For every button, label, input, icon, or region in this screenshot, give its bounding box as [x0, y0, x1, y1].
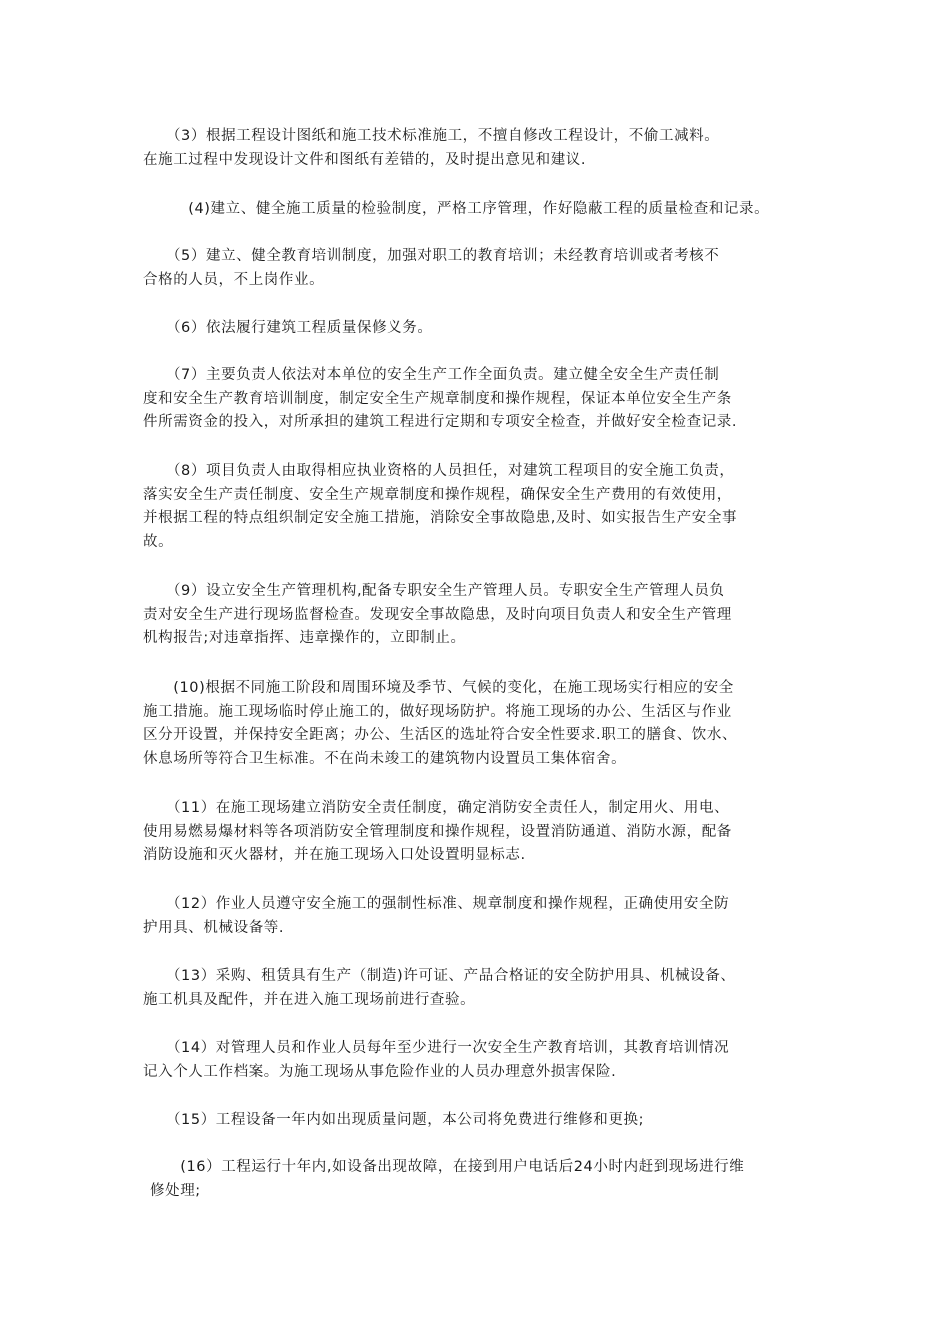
paragraph-line: 消防设施和灭火器材，并在施工现场入口处设置明显标志. [143, 847, 526, 863]
paragraph-line: (4)建立、健全施工质量的检验制度，严格工序管理，作好隐蔽工程的质量检查和记录。 [158, 201, 770, 217]
paragraph-16 [150, 1156, 830, 1203]
paragraph-10 [143, 677, 823, 771]
paragraph-line: （5）建立、健全教育培训制度，加强对职工的教育培训；未经教育培训或者考核不 [143, 248, 720, 264]
paragraph-line: 度和安全生产教育培训制度，制定安全生产规章制度和操作规程，保证本单位安全生产条 [143, 390, 732, 407]
paragraph-line: (16）工程运行十年内,如设备出现故障，在接到用户电话后24小时内赶到现场进行维 [150, 1159, 745, 1175]
paragraph-line: 施工机具及配件，并在进入施工现场前进行查验。 [143, 991, 476, 1008]
paragraph-line: 区分开设置，并保持安全距离；办公、生活区的选址符合安全性要求.职工的膳食、饮水、 [143, 727, 738, 743]
paragraph-line: 护用具、机械设备等. [143, 919, 285, 936]
paragraph-line: 落实安全生产责任制度、安全生产规章制度和操作规程，确保安全生产费用的有效使用， [143, 486, 732, 503]
paragraph-line: 施工措施。施工现场临时停止施工的，做好现场防护。将施工现场的办公、生活区与作业 [143, 703, 732, 720]
paragraph-line: 合格的人员，不上岗作业。 [143, 271, 325, 288]
paragraph-line: （13）采购、租赁具有生产（制造)许可证、产品合格证的安全防护用具、机械设备、 [143, 968, 736, 984]
paragraph-line: 在施工过程中发现设计文件和图纸有差错的，及时提出意见和建议. [143, 151, 587, 168]
paragraph-line: 并根据工程的特点组织制定安全施工措施，消除安全事故隐患,及时、如实报告生产安全事 [143, 510, 738, 526]
paragraph-line: （11）在施工现场建立消防安全责任制度，确定消防安全责任人，制定用火、用电、 [143, 800, 730, 816]
paragraph-line: (10)根据不同施工阶段和周围环境及季节、气候的变化，在施工现场实行相应的安全 [143, 680, 734, 696]
paragraph-4 [158, 198, 838, 222]
paragraph-line: （9）设立安全生产管理机构,配备专职安全生产管理人员。专职安全生产管理人员负 [143, 583, 725, 599]
paragraph-14 [143, 1037, 823, 1084]
paragraph-5 [143, 245, 823, 292]
paragraph-line: 休息场所等符合卫生标准。不在尚未竣工的建筑物内设置员工集体宿舍。 [143, 750, 627, 767]
paragraph-line: （3）根据工程设计图纸和施工技术标准施工，不擅自修改工程设计，不偷工减料。 [143, 128, 720, 144]
paragraph-line: 机构报告;对违章指挥、违章操作的，立即制止。 [143, 630, 466, 646]
paragraph-line: 修处理; [150, 1182, 201, 1199]
paragraph-line: （14）对管理人员和作业人员每年至少进行一次安全生产教育培训，其教育培训情况 [143, 1040, 730, 1056]
paragraph-7 [143, 364, 823, 435]
paragraph-line: 件所需资金的投入，对所承担的建筑工程进行定期和专项安全检查，并做好安全检查记录. [143, 414, 738, 430]
paragraph-9 [143, 580, 823, 651]
paragraph-line: 责对安全生产进行现场监督检查。发现安全事故隐患，及时向项目负责人和安全生产管理 [143, 606, 732, 623]
paragraph-line: （7）主要负责人依法对本单位的安全生产工作全面负责。建立健全安全生产责任制 [143, 367, 720, 383]
paragraph-13 [143, 965, 823, 1012]
paragraph-line: （15）工程设备一年内如出现质量问题，本公司将免费进行维修和更换; [143, 1112, 645, 1128]
paragraph-15 [143, 1109, 823, 1133]
paragraph-line: 使用易燃易爆材料等各项消防安全管理制度和操作规程，设置消防通道、消防水源，配备 [143, 823, 732, 840]
paragraph-6 [143, 317, 823, 341]
paragraph-line: 记入个人工作档案。为施工现场从事危险作业的人员办理意外损害保险. [143, 1063, 617, 1080]
paragraph-line: （6）依法履行建筑工程质量保修义务。 [143, 320, 433, 336]
paragraph-3 [143, 125, 823, 172]
paragraph-11 [143, 797, 823, 868]
paragraph-8 [143, 460, 823, 554]
paragraph-line: （12）作业人员遵守安全施工的强制性标准、规章制度和操作规程，正确使用安全防 [143, 896, 730, 912]
paragraph-line: （8）项目负责人由取得相应执业资格的人员担任，对建筑工程项目的安全施工负责， [143, 463, 735, 479]
paragraph-line: 故。 [143, 533, 174, 550]
paragraph-12 [143, 893, 823, 940]
